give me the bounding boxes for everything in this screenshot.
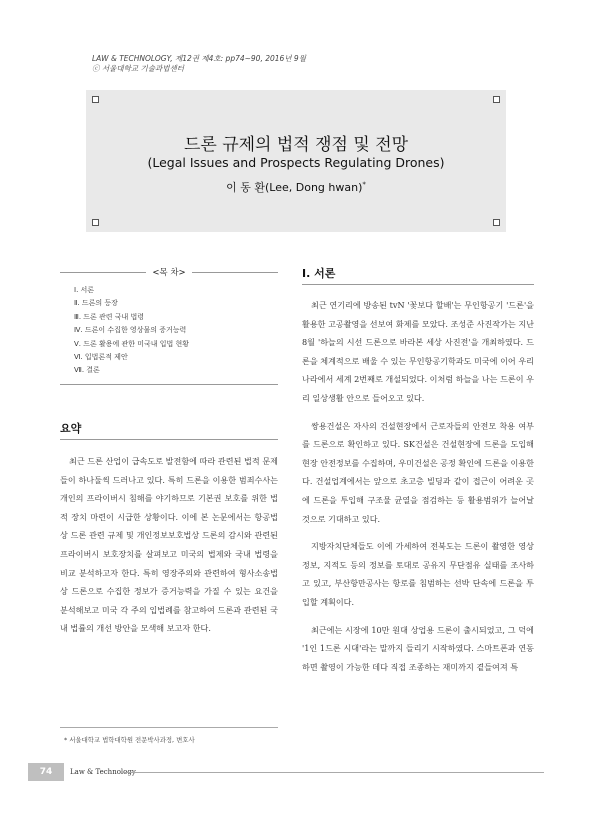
author-line <box>86 179 506 195</box>
toc-item: Ⅵ. 입법론적 제안 <box>74 353 128 362</box>
toc-item: Ⅰ. 서론 <box>74 286 95 294</box>
author-footnote: * 서울대학교 법학대학원 전문박사과정, 변호사 <box>64 736 195 744</box>
abstract-heading: 요약 <box>60 422 82 435</box>
footer-journal-name: Law & Technology <box>70 768 136 776</box>
footnote-divider <box>60 727 278 728</box>
toc-item: Ⅴ. 드론 활용에 관한 미국내 입법 현황 <box>74 339 190 348</box>
corner-ornament <box>92 96 99 103</box>
introduction-divider <box>302 284 534 285</box>
journal-citation: LAW & TECHNOLOGY, 제12권 제4호: pp74~90, 2016년 9월 <box>92 54 306 63</box>
table-of-contents <box>60 268 278 385</box>
author-name: 이 동 환(Lee, Dong hwan) <box>226 181 363 194</box>
footer-rule <box>124 772 544 773</box>
toc-item: Ⅳ. 드론이 수집한 영상물의 증거능력 <box>74 326 187 335</box>
running-header <box>92 54 306 74</box>
toc-list <box>74 284 278 378</box>
abstract-divider <box>60 439 278 440</box>
author-footnote-mark: * <box>362 180 366 189</box>
page-footer <box>0 763 600 781</box>
toc-item: Ⅲ. 드론 관련 국내 법령 <box>74 312 145 321</box>
introduction-body <box>302 296 534 685</box>
paragraph: 지방자치단체들도 이에 가세하여 전북도는 드론이 촬영한 영상정보, 지적도 등의 정보를 토대로 공유지 무단점유 실태를 조사하고 있고, 부산항만공사는 항로를 침범하는 선박 단속에 드론을 투입할 계획이다. <box>302 541 534 607</box>
title-box <box>86 90 506 232</box>
introduction-heading: Ⅰ. 서론 <box>302 267 336 280</box>
paragraph: 쌍용건설은 자사의 건설현장에서 근로자들의 안전모 착용 여부를 드론으로 확인하고 있다. SK건설은 건설현장에 드론을 도입해 현장 안전정보를 수집하며, 우미건설은 공정 확인에 드론을 이용한다. 건설업계에서는 앞으로 초고층 빌딩과 같이 접근이 어려운 곳에 드론을 투입해 구조물 균열을 점검하는 등 활용범위가 늘어날 것으로 기대하고 있다. <box>302 420 534 524</box>
paper-title-korean: 드론 규제의 법적 쟁점 및 전망 <box>183 135 409 155</box>
corner-ornament <box>493 96 500 103</box>
paragraph: 최근에는 시장에 10만 원대 상업용 드론이 출시되었고, 그 덕에 '1인 1드론 시대'라는 말까지 들리기 시작하였다. 스마트폰과 연동하면 촬영이 가능한 데다 직접 조종하는 재미까지 곁들여져 특 <box>302 624 534 672</box>
toc-item: Ⅶ. 결론 <box>74 366 100 375</box>
abstract-text: 최근 드론 산업이 급속도로 발전함에 따라 관련된 법적 문제들이 하나둘씩 드러나고 있다. 특히 드론을 이용한 범죄수사는 개인의 프라이버시 침해를 야기하므로 기본권 보호를 위한 법적 장치 마련이 시급한 상황이다. 이에 본 논문에서는 항공법상 드론 관련 규제 및 개인정보보호법상 드론의 감시와 관련된 프라이버시 보호장치를 살펴보고 미국의 법제와 국내 법령을 비교 분석하고자 한다. 특히 영장주의와 관련하여 형사소송법상 드론으로 수집한 정보가 증거능력을 가질 수 있는 요건을 분석해보고 미국 각 주의 입법례를 참고하여 드론과 관련된 국내 법률의 개선 방안을 모색해 보고자 한다. <box>60 456 278 634</box>
corner-ornament <box>493 219 500 226</box>
toc-heading: <목 차> <box>146 268 191 278</box>
corner-ornament <box>92 219 99 226</box>
paragraph: 최근 연기리에 방송된 tvN '꽃보다 할배'는 무인항공기 '드론'을 활용한 고공촬영을 선보여 화제를 모았다. 조성준 사진작가는 지난 8월 '하늘의 시선 드론으로 바라본 세상 사진전'을 개최하였다. 드론을 체계적으로 배울 수 있는 무인항공기학과도 미국에 이어 우리나라에서 세계 2번째로 개설되었다. 이처럼 하늘을 나는 드론이 우리 일상생활 안으로 들어오고 있다. <box>302 300 534 403</box>
toc-item: Ⅱ. 드론의 등장 <box>74 299 118 308</box>
page-number: 74 <box>28 763 64 781</box>
paper-title-english: (Legal Issues and Prospects Regulating Drones) <box>147 155 445 170</box>
copyright-line: ⓒ 서울대학교 기술과법센터 <box>92 64 184 73</box>
